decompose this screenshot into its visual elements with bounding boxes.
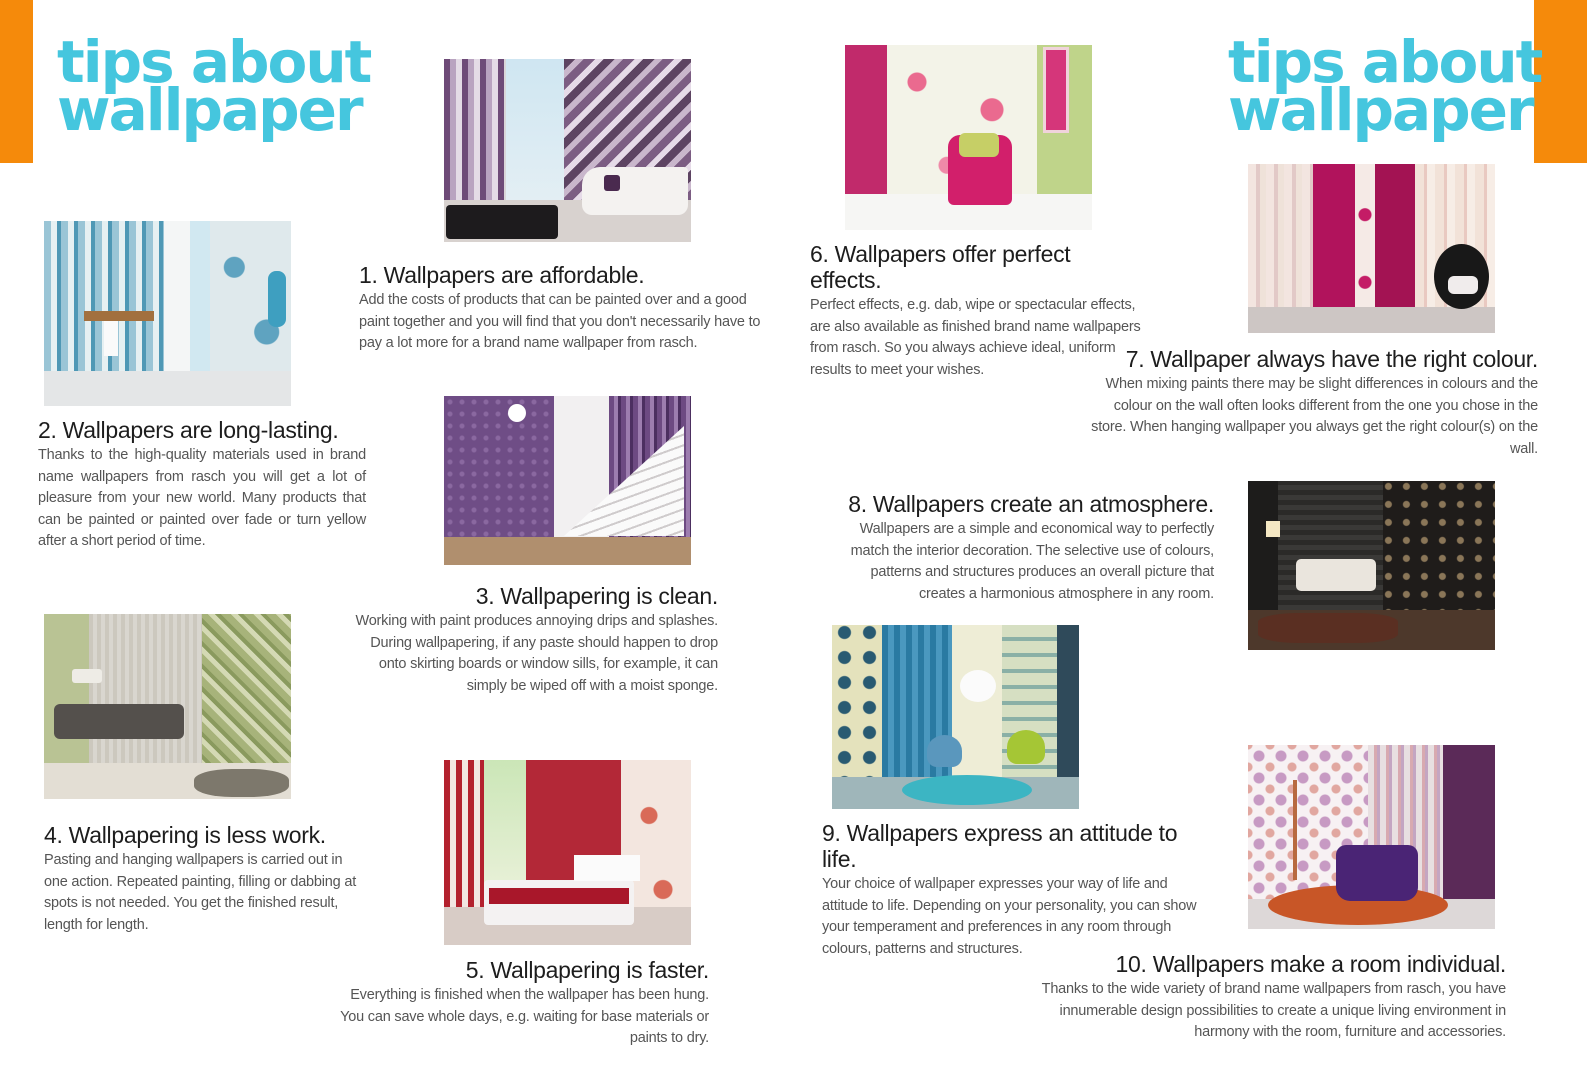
orange-accent-left [0, 0, 33, 163]
photo-purple-staircase [444, 396, 691, 565]
photo-purple-living-room [444, 59, 691, 242]
tip-body: When mixing paints there may be slight differences in colours and the colour on the wall often looks different from the one you chose in the store. When hanging wallpaper you always get the right colour(s) on the wall. [1091, 376, 1538, 457]
tip-8 [826, 491, 1214, 605]
tip-2 [38, 417, 366, 553]
tip-body: Thanks to the high-quality materials used in brand name wallpapers from rasch you will get a lot of pleasure from your new world. Many products that can be painted or painted over fade or turn yellow after a short period of time. [38, 447, 366, 549]
tip-9 [822, 820, 1214, 960]
tip-body: Pasting and hanging wallpapers is carried out in one action. Repeated painting, filling or dabbing at spots is not needed. You get the finished result, length for length. [44, 852, 357, 933]
page-title-left [57, 28, 371, 144]
photo-purple-chair-room [1248, 745, 1495, 929]
photo-magenta-stripe-room [1248, 164, 1495, 333]
title-line-1: tips about [1228, 28, 1542, 96]
photo-teal-retro-room [832, 625, 1079, 809]
tip-4 [44, 822, 368, 936]
tip-body: Working with paint produces annoying drips and splashes. During wallpapering, if any paste should happen to drop onto skirting boards or window sills, for example, it can simply be wiped off with a moist sponge. [355, 613, 718, 694]
tip-body: Thanks to the wide variety of brand name wallpapers from rasch, you have innumerable design possibilities to create a unique living environment in harmony with the room, furniture and accessories. [1041, 981, 1506, 1040]
tip-7 [1076, 346, 1538, 460]
tip-heading: 5. Wallpapering is faster. [465, 957, 709, 983]
orange-accent-right [1534, 0, 1587, 163]
photo-dark-atmosphere-room [1248, 481, 1495, 650]
tip-heading: 3. Wallpapering is clean. [475, 583, 718, 609]
photo-red-bedroom [444, 760, 691, 945]
tip-5 [340, 957, 709, 1050]
title-line-2: wallpaper [57, 76, 362, 144]
tip-heading: 7. Wallpaper always have the right colour. [1125, 346, 1538, 372]
tip-heading: 10. Wallpapers make a room individual. [1115, 951, 1506, 977]
tip-heading: 8. Wallpapers create an atmosphere. [848, 491, 1214, 517]
tip-heading: 9. Wallpapers express an attitude to life. [822, 820, 1178, 872]
page-title-right [1228, 28, 1542, 144]
tip-10 [1036, 951, 1506, 1044]
tip-body: Perfect effects, e.g. dab, wipe or spectacular effects, are also available as finished brand name wallpapers from rasch. So you always achieve ideal, uniform results to meet your wishes. [810, 297, 1141, 378]
tip-body: Add the costs of products that can be painted over and a good paint together and you will find that you don't necessarily have to pay a lot more for a brand name wallpaper from rasch. [359, 292, 761, 351]
title-line-1: tips about [57, 28, 371, 96]
tip-heading: 4. Wallpapering is less work. [44, 822, 326, 848]
title-line-2: wallpaper [1228, 76, 1533, 144]
photo-blue-dining-room [44, 221, 291, 406]
tip-heading: 6. Wallpapers offer perfect effects. [810, 241, 1071, 293]
tip-heading: 2. Wallpapers are long-lasting. [38, 417, 339, 443]
tip-body: Wallpapers are a simple and economical way to perfectly match the interior decoration. The selective use of colours, patterns and structures produces an overall picture that creates a harmonious atmosphere in any room. [850, 521, 1214, 602]
tip-3 [340, 583, 718, 697]
tip-heading: 1. Wallpapers are affordable. [359, 262, 645, 288]
tip-body: Everything is finished when the wallpaper has been hung. You can save whole days, e.g. waiting for base materials or paints to dry. [340, 987, 709, 1046]
photo-green-living-room [44, 614, 291, 799]
photo-pink-floral-room [845, 45, 1092, 230]
tip-body: Your choice of wallpaper expresses your way of life and attitude to life. Depending on your personality, you can show your temperament and preferences in any room through colours, patterns and structures. [822, 876, 1197, 957]
tip-1 [359, 262, 769, 355]
